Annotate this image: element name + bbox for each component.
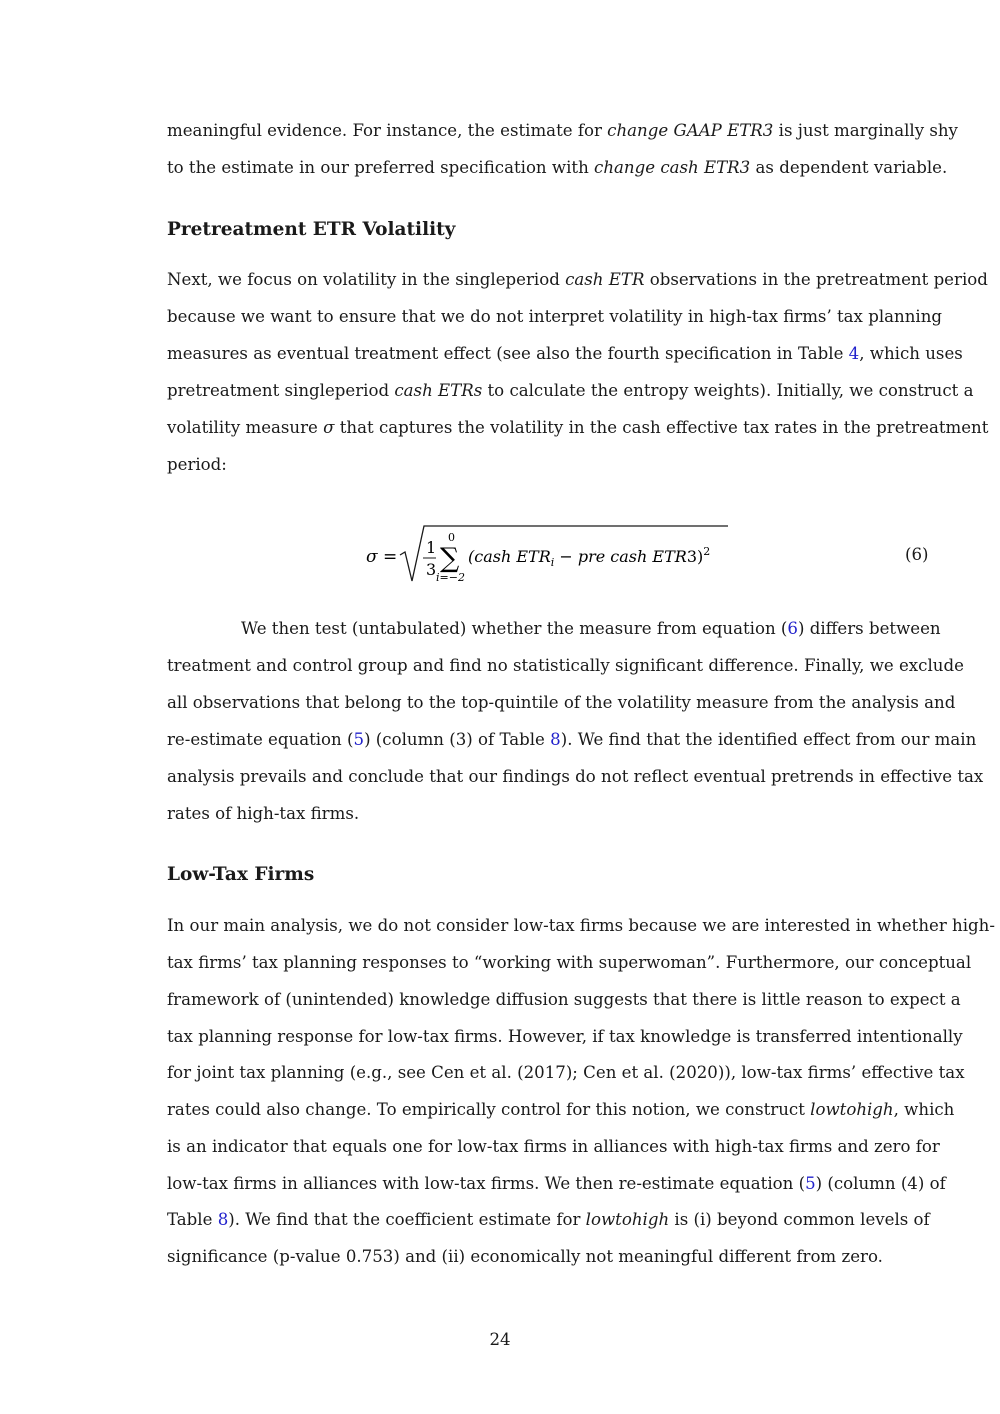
- frac-numerator: 1: [426, 538, 437, 557]
- text: that captures the volatility in the cash effective tax rates in the pretreatment: [334, 418, 989, 437]
- eq-term-mid: − pre cash ETR: [554, 547, 687, 566]
- text: Table: [167, 1210, 218, 1229]
- text: ) (column (3) of Table: [364, 730, 551, 749]
- text: , which: [893, 1100, 955, 1119]
- p4-line-9: [167, 1210, 928, 1230]
- page-number: 24: [489, 1330, 511, 1349]
- text: volatility measure: [167, 418, 324, 437]
- p4-line-4: tax planning response for low-tax firms. However, if tax knowledge is transferred intentionally: [167, 1027, 963, 1046]
- sum-upper-limit: 0: [448, 531, 455, 544]
- summation-symbol: ∑: [440, 543, 460, 574]
- equation-6: [330, 515, 750, 595]
- p2-line-1: [167, 270, 988, 290]
- text: observations in the pretreatment period: [644, 270, 988, 289]
- p2-line-6: period:: [167, 455, 227, 474]
- eq-body: [468, 545, 710, 569]
- text: low-tax firms in alliances with low-tax firms. We then re-estimate equation (: [167, 1174, 806, 1193]
- table-8-link[interactable]: 8: [550, 730, 561, 749]
- text: rates could also change. To empirically control for this notion, we construct: [167, 1100, 811, 1119]
- p3-line-3: all observations that belong to the top-quintile of the volatility measure from the analysis and: [167, 693, 956, 712]
- p1-line-2: [167, 158, 948, 178]
- p3-line-1: [241, 619, 941, 639]
- p4-line-6: [167, 1100, 955, 1120]
- p4-line-10: significance (p-value 0.753) and (ii) economically not meaningful different from zero.: [167, 1247, 883, 1266]
- equation-5-link[interactable]: 5: [805, 1174, 816, 1193]
- var-change-cash-etr3: change cash ETR3: [594, 158, 751, 177]
- text: ). We find that the coefficient estimate for: [228, 1210, 586, 1229]
- p4-line-5: for joint tax planning (e.g., see Cen et al. (2017); Cen et al. (2020)), low-tax firms’ effective tax: [167, 1063, 965, 1082]
- text: is (i) beyond common levels of: [669, 1210, 930, 1229]
- text: to the estimate in our preferred specification with: [167, 158, 595, 177]
- p4-line-1: In our main analysis, we do not consider low-tax firms because we are interested in whether high-: [167, 916, 995, 935]
- p2-line-2: because we want to ensure that we do not interpret volatility in high-tax firms’ tax planning: [167, 307, 943, 326]
- p3-line-2: treatment and control group and find no statistically significant difference. Finally, we exclude: [167, 656, 964, 675]
- text: We then test (untabulated) whether the measure from equation (: [241, 619, 788, 638]
- eq-lhs: σ =: [366, 547, 398, 567]
- p3-line-5: analysis prevails and conclude that our findings do not reflect eventual pretrends in effective tax: [167, 767, 984, 786]
- table-4-link[interactable]: 4: [848, 344, 860, 363]
- text: , which uses: [859, 344, 963, 363]
- eq-power: 2: [703, 545, 711, 558]
- eq-term-close: 3): [686, 547, 704, 566]
- text: ). We find that the identified effect from our main: [560, 730, 977, 749]
- p4-line-2: tax firms’ tax planning responses to “working with superwoman”. Furthermore, our conceptual: [167, 953, 972, 972]
- p3-line-4: [167, 730, 977, 750]
- p3-line-6: rates of high-tax firms.: [167, 804, 360, 823]
- equation-6-link[interactable]: 6: [787, 619, 798, 638]
- text: is just marginally shy: [773, 121, 958, 140]
- p1-line-1: [167, 121, 958, 141]
- eq-subscript-i: i: [550, 556, 555, 569]
- p4-line-8: [167, 1174, 946, 1194]
- text: ) differs between: [797, 619, 941, 638]
- text: ) (column (4) of: [815, 1174, 946, 1193]
- text: pretreatment singleperiod: [167, 381, 395, 400]
- sigma-symbol: σ: [323, 418, 335, 437]
- p2-line-4: [167, 381, 974, 401]
- var-cash-etr: cash ETR: [565, 270, 645, 289]
- var-change-gaap-etr3: change GAAP ETR3: [607, 121, 774, 140]
- text: as dependent variable.: [750, 158, 948, 177]
- text: to calculate the entropy weights). Initially, we construct a: [482, 381, 974, 400]
- p4-line-7: is an indicator that equals one for low-tax firms in alliances with high-tax firms and zero for: [167, 1137, 940, 1156]
- p2-line-3: [167, 344, 963, 364]
- section-heading-volatility: Pretreatment ETR Volatility: [167, 219, 456, 240]
- eq-term-open: (cash ETR: [468, 547, 551, 566]
- section-heading-low-tax: Low-Tax Firms: [167, 864, 315, 885]
- var-lowtohigh: lowtohigh: [810, 1100, 894, 1119]
- p4-line-3: framework of (unintended) knowledge diffusion suggests that there is little reason to expect a: [167, 990, 961, 1009]
- text: measures as eventual treatment effect (see also the fourth specification in Table: [167, 344, 849, 363]
- text: Next, we focus on volatility in the singleperiod: [167, 270, 566, 289]
- frac-denominator: 3: [426, 560, 437, 579]
- var-cash-etrs: cash ETRs: [394, 381, 483, 400]
- p2-line-5: [167, 418, 989, 438]
- var-lowtohigh: lowtohigh: [585, 1210, 670, 1229]
- equation-number: (6): [905, 545, 929, 564]
- text: meaningful evidence. For instance, the estimate for: [167, 121, 608, 140]
- equation-5-link[interactable]: 5: [353, 730, 365, 749]
- sum-lower-limit: i=−2: [436, 571, 465, 584]
- table-8-link[interactable]: 8: [217, 1210, 229, 1229]
- text: re-estimate equation (: [167, 730, 354, 749]
